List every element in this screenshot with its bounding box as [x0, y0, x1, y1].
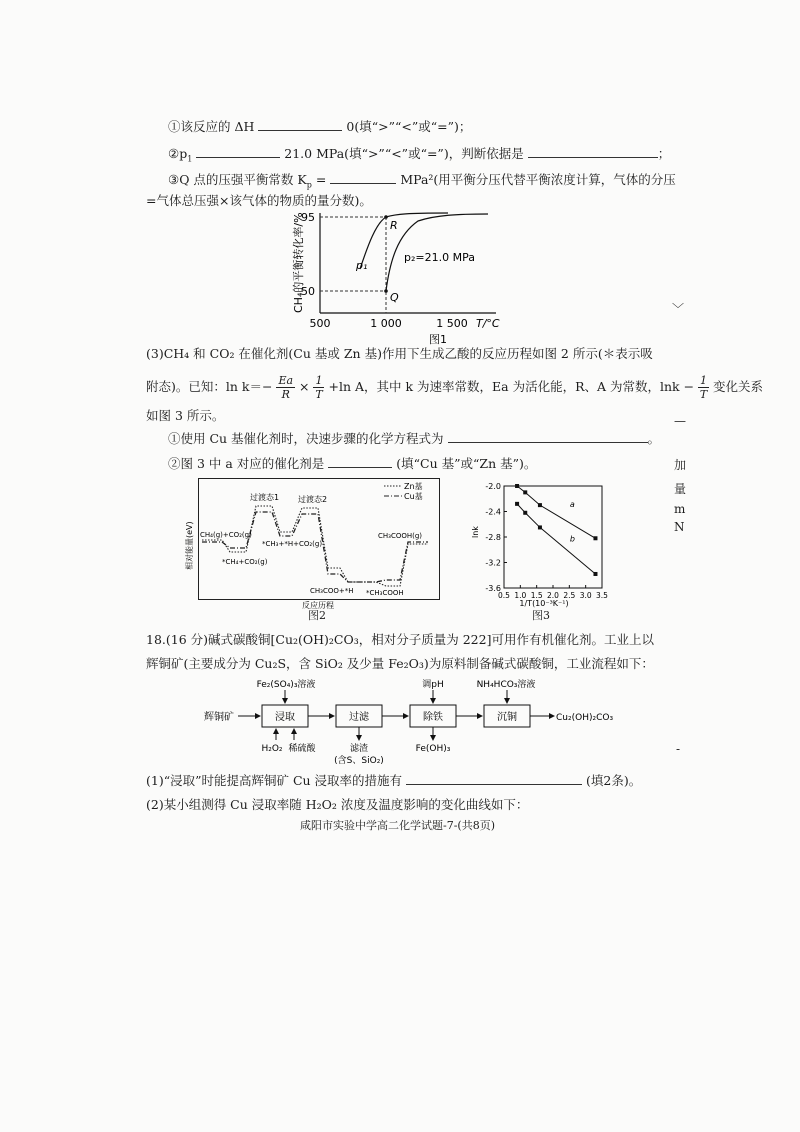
xtick-1500: 1 500	[436, 317, 468, 330]
caption-fig1: 图1	[429, 333, 447, 346]
data-point-a	[515, 484, 519, 488]
q18-line-1: 18.(16 分)碱式碳酸铜[Cu₂(OH)₂CO₃，相对分子质量为 222]可用作有机催化剂。工业上以	[146, 632, 654, 647]
label-q: Q	[390, 291, 399, 304]
input-adjust-ph: 调pH	[422, 680, 444, 690]
x-tick-label: 1.5	[530, 591, 543, 600]
output-residue: 滤渣	[349, 744, 369, 754]
q3-line-2	[146, 372, 763, 402]
label-r: R	[390, 219, 398, 232]
q3-sub-1	[168, 430, 660, 447]
data-point-b	[515, 502, 519, 506]
step-iron-removal: 除铁	[423, 712, 443, 723]
x-label: 反应历程	[302, 601, 334, 610]
data-point-a	[593, 536, 597, 540]
y-tick-label: -3.2	[485, 558, 501, 568]
label-state-0: CH₄(g)+CO₂(g)	[200, 531, 252, 539]
answer-blank[interactable]	[528, 145, 658, 158]
label-p2: p₂=21.0 MPa	[404, 251, 475, 264]
text: ；	[657, 146, 671, 161]
denominator: T	[315, 388, 323, 401]
answer-blank[interactable]	[406, 772, 582, 785]
subscript: 1	[187, 154, 193, 164]
legend-cu: Cu基	[404, 492, 423, 501]
edge-mark: m	[674, 502, 686, 516]
xtick-500: 500	[309, 317, 331, 330]
text: ②图 3 中 a 对应的催化剂是	[168, 456, 325, 471]
x-unit: T/°C	[476, 317, 500, 330]
question-line-pressure	[168, 145, 670, 168]
denominator: R	[281, 388, 290, 401]
data-point-b	[593, 572, 597, 576]
text: +ln A，其中 k 为速率常数，Ea 为活化能，R、A 为常数，lnk −	[328, 379, 695, 394]
q3-sub-2	[168, 455, 536, 472]
y-label: lnk	[471, 526, 480, 538]
text: 变化关系	[713, 379, 764, 394]
data-point-a	[538, 503, 542, 507]
point-q	[384, 289, 388, 293]
text: 附态)。已知：ln k＝−	[146, 379, 273, 394]
question-line-kp	[168, 171, 676, 194]
q3-line-3: 如图 3 所示。	[146, 408, 225, 423]
legend-zn: Zn基	[404, 482, 423, 491]
text: MPa²(用平衡分压代替平衡浓度计算，气体的分压	[400, 172, 676, 187]
figure-1	[288, 205, 520, 355]
label-state-5: CH₃COOH(g)	[378, 532, 423, 540]
answer-blank[interactable]	[448, 430, 648, 443]
x-tick-label: 3.5	[596, 591, 608, 600]
input-h2o2: H₂O₂	[261, 744, 283, 754]
edge-mark: N	[674, 520, 685, 534]
text: (1)“浸取”时能提高辉铜矿 Cu 浸取率的措施有	[146, 773, 403, 788]
point-r	[384, 215, 388, 219]
step-leach: 浸取	[275, 712, 295, 723]
text: ①该反应的 ΔH	[168, 119, 255, 134]
text: 0(填“>”“<”或“=”)；	[346, 119, 472, 134]
subscript: p	[306, 180, 312, 190]
numerator: 1	[315, 374, 323, 387]
process-flowchart	[198, 676, 628, 766]
label-state-2: *CH₃+*H+CO₂(g)	[262, 540, 323, 548]
ytick-50: 50	[301, 285, 315, 298]
data-point-b	[523, 511, 527, 515]
x-tick-label: 0.5	[498, 591, 510, 600]
output-feoh3: Fe(OH)₃	[415, 744, 451, 754]
fraction-1-t	[313, 374, 324, 401]
caption-fig2: 图2	[308, 609, 326, 622]
question-line-note: =气体总压强×该气体的物质的量分数)。	[146, 193, 372, 208]
q18-line-2: 辉铜矿(主要成分为 Cu₂S，含 SiO₂ 及少量 Fe₂O₃)为原料制备碱式碳酸铜，工业流程如下：	[146, 656, 654, 671]
y-tick-label: -2.0	[485, 482, 501, 491]
numerator: 1	[700, 374, 708, 387]
x-tick-label: 1.0	[514, 591, 527, 600]
numerator: Ea	[278, 374, 294, 387]
answer-blank[interactable]	[328, 455, 392, 468]
figure-3	[470, 476, 610, 616]
edge-mark: —	[674, 414, 686, 428]
x-label: 1/T(10⁻³K⁻¹)	[519, 599, 569, 608]
y-label: CH₄的平衡转化率/%	[292, 212, 305, 313]
text: ②p	[168, 146, 188, 161]
answer-blank[interactable]	[196, 145, 280, 158]
edge-mark: ﹀	[672, 302, 685, 316]
x-tick-label: 2.0	[547, 591, 559, 600]
edge-mark: 量	[674, 482, 687, 496]
input-sulfuric: 稀硫酸	[288, 744, 316, 754]
text: (填“Cu 基”或“Zn 基”)。	[396, 456, 537, 471]
series-line-a	[517, 486, 595, 538]
x-tick-label: 3.0	[579, 591, 592, 600]
label-state-4: *CH₃COOH	[366, 589, 404, 597]
figure-2	[180, 478, 442, 616]
output-residue-note: (含S、SiO₂)	[334, 756, 384, 766]
text: ③Q 点的压强平衡常数 K	[168, 172, 307, 187]
text: =	[315, 172, 327, 187]
answer-blank[interactable]	[330, 171, 396, 184]
text: (填2条)。	[586, 773, 642, 788]
feed-label: 辉铜矿	[204, 712, 234, 723]
series-label-b: b	[569, 534, 576, 544]
series-label-a: a	[569, 500, 575, 510]
step-copper-precip: 沉铜	[497, 712, 517, 723]
data-point-a	[523, 490, 527, 494]
q18-part-1	[146, 772, 641, 789]
data-point-b	[538, 525, 542, 529]
q3-line-1: (3)CH₄ 和 CO₂ 在催化剂(Cu 基或 Zn 基)作用下生成乙酸的反应历程如图 2 所示(＊表示吸	[146, 346, 653, 361]
text: 21.0 MPa(填“>”“<”或“=”)，判断依据是	[284, 146, 524, 161]
edge-mark: 加	[674, 458, 687, 472]
y-tick-label: -2.4	[485, 507, 501, 517]
text: ①使用 Cu 基催化剂时，决速步骤的化学方程式为	[168, 431, 444, 446]
q18-part-2: (2)某小组测得 Cu 浸取率随 H₂O₂ 浓度及温度影响的变化曲线如下：	[146, 797, 529, 812]
label-p1: p₁	[356, 259, 368, 272]
y-label: 相对能量(eV)	[185, 521, 194, 570]
label-ts2: 过渡态2	[298, 495, 328, 504]
xtick-1000: 1 000	[370, 317, 402, 330]
page-footer: 咸阳市实验中学高二化学试题-7-(共8页)	[300, 819, 496, 832]
y-tick-label: -3.6	[485, 584, 501, 593]
text: ×	[299, 379, 310, 394]
answer-blank[interactable]	[258, 118, 342, 131]
fraction-1-t-2	[698, 374, 709, 401]
label-ts1: 过渡态1	[250, 493, 280, 502]
label-state-1: *CH₄+CO₂(g)	[222, 558, 268, 566]
y-tick-label: -2.8	[485, 533, 501, 542]
fraction-ea-r	[276, 374, 295, 401]
edge-mark: -	[676, 742, 681, 756]
text: 。	[647, 431, 661, 446]
product-label: Cu₂(OH)₂CO₃	[556, 713, 614, 723]
caption-fig3: 图3	[532, 609, 550, 622]
step-filter: 过滤	[349, 712, 369, 723]
denominator: T	[699, 388, 708, 401]
input-fe2so43: Fe₂(SO₄)₃溶液	[256, 680, 316, 690]
plot-frame	[504, 486, 602, 588]
question-line-delta-h	[168, 118, 471, 135]
x-tick-label: 2.5	[563, 591, 576, 600]
label-state-3: CH₃COO+*H	[310, 587, 354, 595]
plot-area	[485, 482, 608, 600]
input-nh4hco3: NH₄HCO₃溶液	[476, 680, 536, 690]
ytick-95: 95	[301, 211, 315, 224]
